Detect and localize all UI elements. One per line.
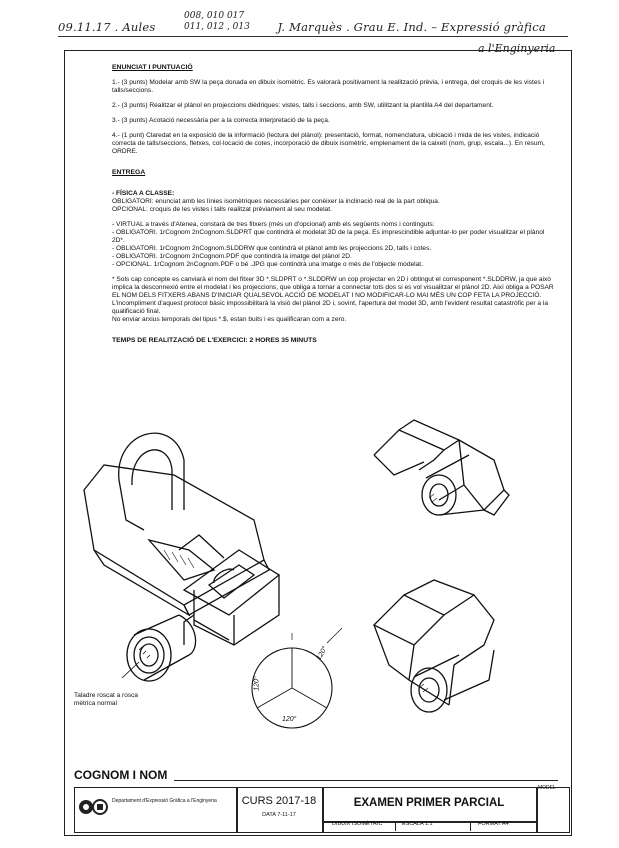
handwritten-subject-line2: a l'Enginyeria [478,42,556,55]
virtual-line-2: - OBLIGATORI. 1rCognom 2nCognom.SLDDRW que contindrà el plànol amb les projeccions 2D, talls i cotes. [112,245,432,252]
fisica-line-2: OPCIONAL: croquis de les vistes i talls realitzat prèviament al seu modelat. [112,206,332,213]
virtual-line-3: - OBLIGATORI. 1rCognom 2nCognom.PDF que contindrà la imatge del plànol 2D. [112,253,352,260]
fisica-line-1: OBLIGATORI: enunciat amb les línies isomètriques necessàries per conèixer la inclinació real de la part obliqua. [112,198,440,205]
university-logo-icon [78,796,110,818]
main-isometric-part [84,433,279,681]
view-lower-right [374,580,494,712]
note-line-2: No enviar arxius temporals del tipus *.$, estan buits i es qualificaran com a zero. [112,316,347,323]
view-upper-right [374,420,509,515]
title-block-course-cell [236,787,324,833]
bottom-row-divider-2 [470,821,471,831]
handwritten-room-codes-bottom: 011, 012 , 013 [184,22,250,32]
fisica-title: - FÍSICA A CLASSE: [112,190,175,197]
enunciat-item-1: 1.- (3 punts) Modelar amb SW la peça donada en dibuix isomètric. Es valorarà positivament la realització prèvia, i entrega, del croquis de les vistes i talls/seccions. [112,79,545,94]
drawing-type: DIBUIX ISOMÈTRIC [332,821,383,827]
angle-label-top: 120° [315,645,329,662]
threaded-hole-callout: Taladre roscat a rosca mètrica normal [74,692,138,707]
handwritten-date-room: 09.11.17 . Aules J. Marquès . Grau E. Ind. – Expressió gràfica [58,20,546,34]
virtual-title: - VIRTUAL a través d'Atenea, constarà de tres fitxers (més un d'opcional) amb els següents noms i continguts: [112,221,435,228]
note-line-1: * Sols cap concepte es canviarà el nom del fitxer 3D *.SLDPRT o *.SLDDRW un cop projectar en 2D i obtingut el corresponent *.SLDDRW, ja que això implica la desconnexió entre el modelat i les projeccions, que obliga a tornar a connectar tots dos si es vol visualitzar el plànol 2D. Així obliga a POSAR EL NOM DELS FITXERS ABANS D'INICIAR QUALSEVOL ACCIÓ DE MODELAT I NO MODIFICAR-LO MAI MÉS UN COP FETA LA PROJECCIÓ. L'incompliment d'aquest protocol bàsic impossibilitarà la visió del plànol 2D i, sovint, l'apertura del model 3D, amb l'evident resultat catastròfic per a la qualificació final. [112,276,554,315]
time-label: TEMPS DE REALITZACIÓ DE L'EXERCICI: 2 HORES 35 MINUTS [112,337,317,344]
name-label: COGNOM I NOM [74,768,168,782]
enunciat-title: ENUNCIAT I PUNTUACIÓ [112,64,193,71]
angle-label-left: 120° [253,676,261,691]
enunciat-item-2: 2.- (3 punts) Realitzar el plànol en projeccions dièdriques: vistes, talls i seccions, amb SW, utilitzant la plantilla A4 del departament. [112,102,494,109]
enunciat-item-3: 3.- (3 punts) Acotació necessària per a la correcta interpretació de la peça. [112,117,330,124]
handwritten-room-codes-top: 008, 010 017 [184,11,245,21]
exam-date: DATA 7-11-17 [262,812,296,818]
virtual-line-1: - OBLIGATORI. 1rCognom 2nCognom.SLDPRT que contindrà el modelat 3D de la peça. Es imprescindible adjuntar-lo per poder visualitzar el plànol 2D*. [112,229,545,244]
format: FORMAT A4 [478,821,509,827]
angle-label-bottom: 120° [282,716,297,723]
title-block-model-cell [536,787,570,833]
exam-instructions [112,64,557,352]
bottom-row-divider-1 [395,821,396,831]
scale: ESCALA 1:1 [402,821,433,827]
header-rule [58,36,568,37]
isometric-angle-diagram [252,628,342,728]
enunciat-item-4: 4.- (1 punt) Claredat en la exposició de la informació (lectura del plànol): presentació, format, nomenclatura, ubicació i mida de les vistes, indicació correcta de talls/seccions, fletxes, col·locació de cotes, incorporació de dibuix isomètric, emplenament de la caixetí (nom, grup, escala...). En resum, ORDRE. [112,132,545,155]
exam-title: EXAMEN PRIMER PARCIAL [353,797,505,809]
course-year: CURS 2017-18 [241,795,317,807]
department-name: Departament d'Expressió Gràfica a l'Enginyeria [112,798,217,804]
entrega-title: ENTREGA [112,169,146,176]
name-field-line[interactable] [174,780,558,781]
virtual-line-4: - OPCIONAL. 1rCognom 2nCognom.PDF o bé .JPG que contindrà una imatge o més de l'objecte modelat. [112,261,423,268]
model-label: MODEL [538,785,556,791]
